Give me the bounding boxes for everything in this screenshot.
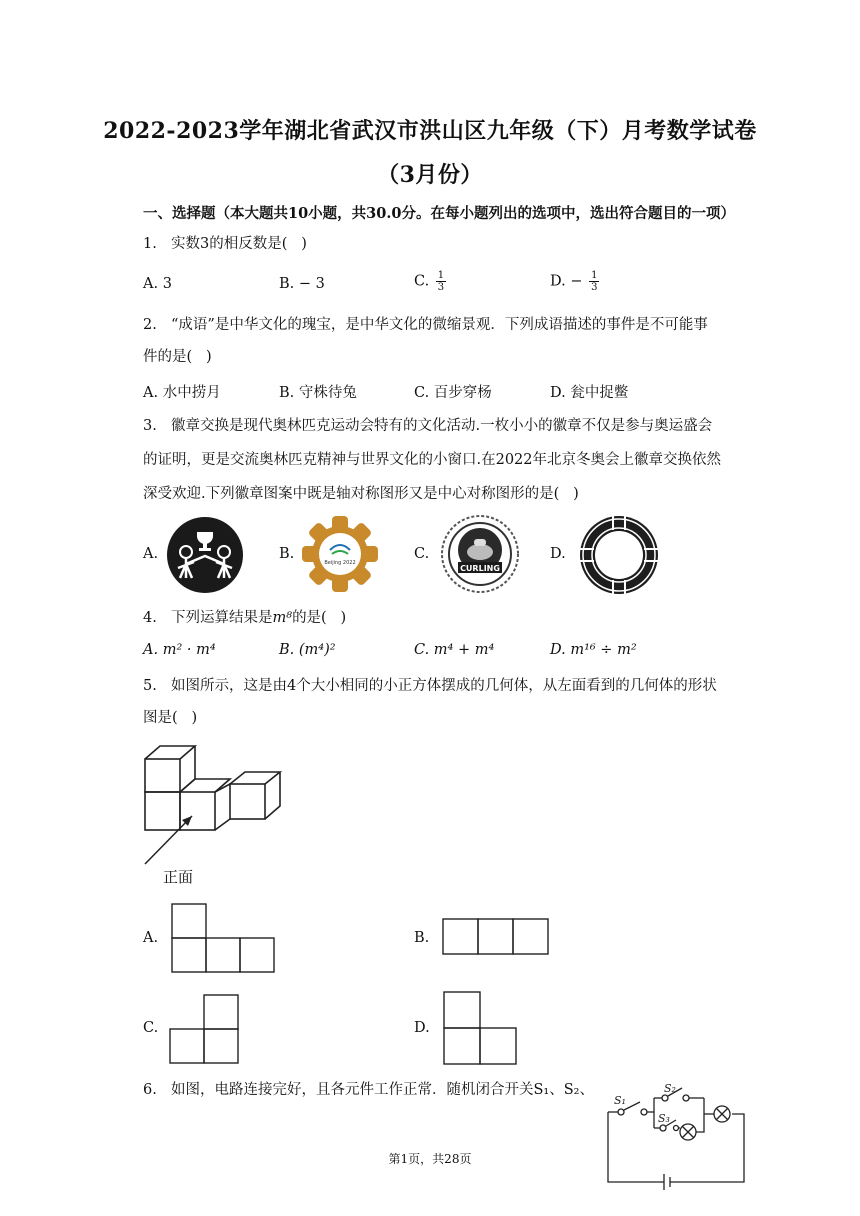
page-subtitle: （3月份） [377,162,483,188]
question-text: 实数3的相反数是( ) [171,236,307,252]
q2-option-d: D. 瓮中捉鳖 [550,385,629,401]
q2-option-b: B. 守株待兔 [279,385,357,401]
question-number: 1. [143,236,157,252]
q4-option-a: A. m² · m⁴ [143,642,216,658]
question-text: “成语”是中华文化的瑰宝，是中华文化的微缩景观．下列成语描述的事件是不可能事 [171,317,708,333]
q4-option-c: C. m⁴ + m⁴ [414,642,495,658]
q4-option-d: D. m¹⁶ ÷ m² [550,642,637,658]
badge-b-snowflake-icon [300,514,380,594]
q5-option-b: B. [414,930,430,946]
q5-option-d: D. [414,1020,430,1036]
q5-option-a: A. [143,930,159,946]
question-math: m⁸ [272,610,293,626]
front-label: 正面 [163,868,194,886]
question-3 [143,416,712,436]
question-5 [143,676,717,696]
page-title: 2022-2023学年湖北省武汉市洪山区九年级（下）月考数学试卷 [103,118,757,144]
q3-option-c: C. [414,546,430,562]
numerator: 1 [437,270,445,281]
numerator: 1 [591,270,598,281]
switch-s3-label: S₃ [658,1112,670,1125]
denominator: 3 [437,282,445,293]
q3-option-b: B. [279,546,295,562]
question-number: 6. [143,1082,157,1098]
question-4 [143,608,346,628]
question-2-line2: 件的是( ) [143,349,212,365]
question-6 [143,1080,594,1100]
q5-option-d-figure [440,990,520,1066]
option-label: D. − [550,273,583,290]
question-1 [143,234,307,254]
q3-option-d: D. [550,546,566,562]
q5-option-a-figure [168,902,278,974]
q3-option-a: A. [143,546,159,562]
q1-option-a: A. 3 [143,276,172,292]
switch-s1-label: S₁ [614,1094,626,1107]
question-text: 徽章交换是现代奥林匹克运动会特有的文化活动.一枚小小的徽章不仅是参与奥运盛会 [171,418,713,434]
q5-option-c-figure [168,993,244,1065]
badge-c-curling-icon [440,514,520,594]
q2-option-a: A. 水中捞月 [143,385,221,401]
fraction [436,270,446,293]
question-3-line3: 深受欢迎.下列徽章图案中既是轴对称图形又是中心对称图形的是( ) [143,486,579,502]
question-2 [143,315,708,335]
q5-option-b-figure [440,917,552,957]
question-text-pre: 下列运算结果是 [171,610,273,626]
circuit-diagram [604,1082,750,1190]
q1-option-b: B. − 3 [279,276,325,292]
section-heading: 一、选择题（本大题共10小题，共30.0分。在每小题列出的选项中，选出符合题目的一项） [143,205,735,222]
question-number: 3. [143,418,157,434]
question-text-post: 的是( ) [292,610,347,626]
switch-s2-label: S₂ [664,1082,676,1095]
question-5-line2: 图是( ) [143,710,198,726]
question-3-line2: 的证明，更是交流奥林匹克精神与世界文化的小窗口.在2022年北京冬奥会上徽章交换依然 [143,452,722,468]
question-number: 2. [143,317,157,333]
question-text: 如图所示，这是由4个大小相同的小正方体摆成的几何体，从左面看到的几何体的形状 [171,678,717,694]
q4-option-b: B. (m⁴)² [279,642,336,658]
fraction [589,270,599,293]
denominator: 3 [591,282,598,293]
q1-option-d [550,270,599,293]
badge-d-ring-icon [578,514,660,596]
question-text: 如图，电路连接完好，且各元件工作正常．随机闭合开关S₁、S₂、 [171,1082,594,1098]
q5-option-c: C. [143,1020,159,1036]
q2-option-c: C. 百步穿杨 [414,385,492,401]
question-number: 5. [143,678,157,694]
page-footer: 第1页，共28页 [388,1152,472,1166]
option-label: C. [414,273,430,290]
badge-b-label: Beijing 2022 [324,560,356,566]
badge-c-label: CURLING [460,564,500,573]
question-number: 4. [143,610,157,626]
badge-a-trophy-icon [166,516,244,594]
q1-option-c [414,270,446,293]
